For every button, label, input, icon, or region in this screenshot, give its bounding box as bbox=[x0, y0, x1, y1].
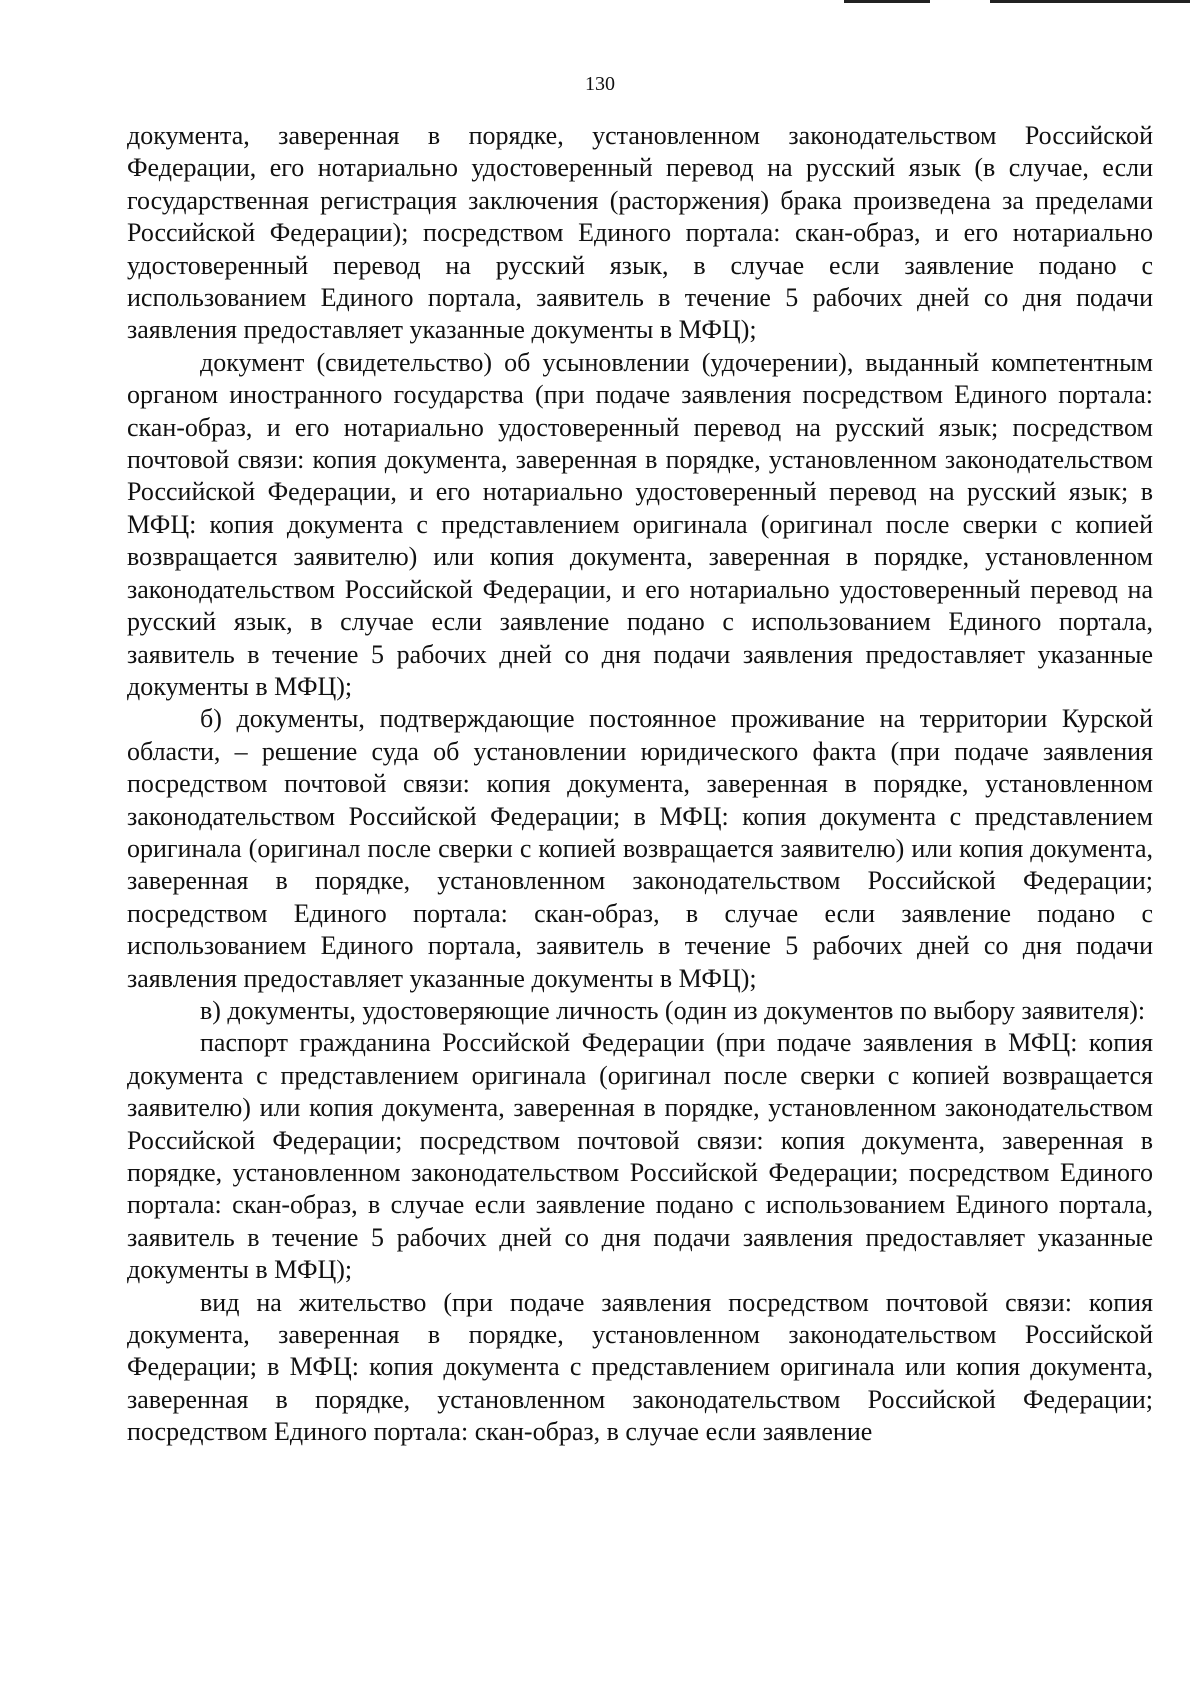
page-number: 130 bbox=[585, 73, 615, 95]
paragraph-1: документа, заверенная в порядке, установленном законодательством Российской Федерации, его нотариально удостоверенный перевод на русский язык (в случае, если государственная регистрация заключения (расторжения) брака произведена за пределами Российской Федерации); посредством Единого портала: скан-образ, и его нотариально удостоверенный перевод на русский язык, в случае если заявление подано с использованием Единого портала, заявитель в течение 5 рабочих дней со дня подачи заявления предоставляет указанные документы в МФЦ); bbox=[127, 121, 1153, 345]
paragraph-3: б) документы, подтверждающие постоянное проживание на территории Курской области, – решение суда об установлении юридического факта (при подаче заявления посредством почтовой связи: копия документа, заверенная в порядке, установленном законодательством Российской Федерации; в МФЦ: копия документа с представлением оригинала (оригинал после сверки с копией возвращается заявителю) или копия документа, заверенная в порядке, установленном законодательством Российской Федерации; посредством Единого портала: скан-образ, в случае если заявление подано с использованием Единого портала, заявитель в течение 5 рабочих дней со дня подачи заявления предоставляет указанные документы в МФЦ); bbox=[127, 704, 1153, 993]
paragraph-6: вид на жительство (при подаче заявления посредством почтовой связи: копия документа, заверенная в порядке, установленном законодательством Российской Федерации; в МФЦ: копия документа с представлением оригинала или копия документа, заверенная в порядке, установленном законодательством Российской Федерации; посредством Единого портала: скан-образ, в случае если заявление bbox=[127, 1287, 1153, 1447]
paragraph-5: паспорт гражданина Российской Федерации (при подаче заявления в МФЦ: копия документа с представлением оригинала (оригинал после сверки с копией возвращается заявителю) или копия документа, заверенная в порядке, установленном законодательством Российской Федерации; посредством почтовой связи: копия документа, заверенная в порядке, установленном законодательством Российской Федерации; посредством Единого портала: скан-образ, в случае если заявление подано с использованием Единого портала, заявитель в течение 5 рабочих дней со дня подачи заявления предоставляет указанные документы в МФЦ); bbox=[127, 1028, 1153, 1285]
document-body bbox=[127, 120, 1153, 1449]
paragraph-2: документ (свидетельство) об усыновлении (удочерении), выданный компетентным органом иностранного государства (при подаче заявления посредством Единого портала: скан-образ, и его нотариально удостоверенный перевод на русский язык; посредством почтовой связи: копия документа, заверенная в порядке, установленном законодательством Российской Федерации, и его нотариально удостоверенный перевод на русский язык; в МФЦ: копия документа с представлением оригинала (оригинал после сверки с копией возвращается заявителю) или копия документа, заверенная в порядке, установленном законодательством Российской Федерации, и его нотариально удостоверенный перевод на русский язык, в случае если заявление подано с использованием Единого портала, заявитель в течение 5 рабочих дней со дня подачи заявления предоставляет указанные документы в МФЦ); bbox=[127, 347, 1153, 701]
paragraph-4: в) документы, удостоверяющие личность (один из документов по выбору заявителя): bbox=[200, 995, 1146, 1025]
scan-edge-mark bbox=[990, 0, 1190, 3]
scan-edge-mark bbox=[844, 0, 930, 3]
